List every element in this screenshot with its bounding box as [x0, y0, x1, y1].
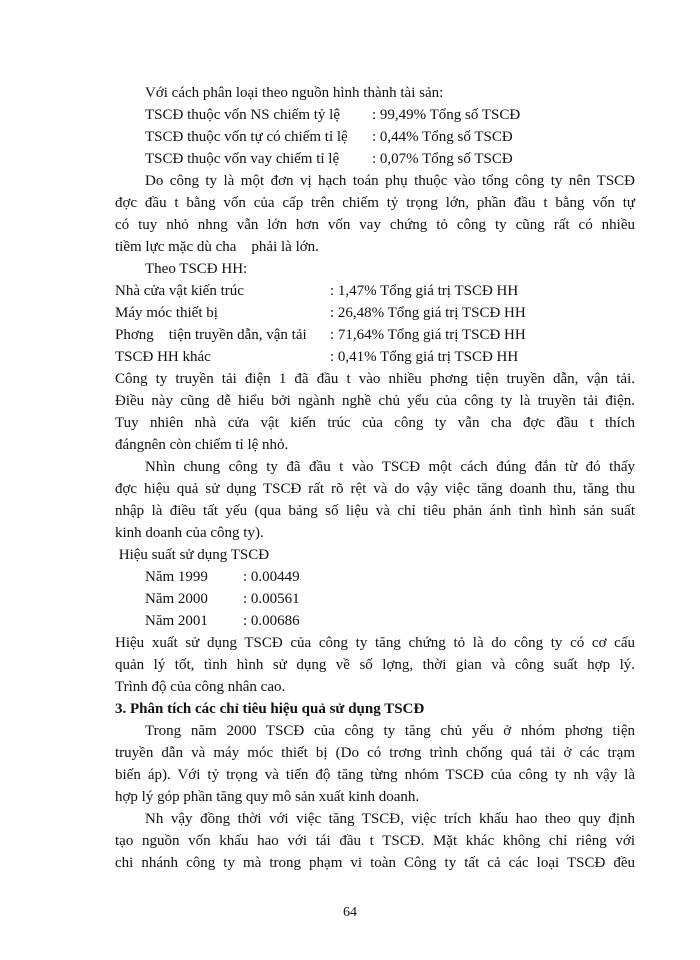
page-number: 64 — [343, 905, 357, 920]
source-row-value: : 99,49% Tổng số TSCĐ — [372, 107, 521, 123]
paragraph-line: Nhìn chung công ty đã đầu t vào TSCĐ một cách đúng đắn từ đó thấy — [145, 459, 635, 475]
paragraph-line: biến áp). Với tỷ trọng và tiến độ tăng từng nhóm TSCĐ của công ty nh vậy là — [115, 767, 635, 783]
hh-row-value: : 0,41% Tổng giá trị TSCĐ HH — [330, 349, 519, 365]
source-row-label: TSCĐ thuộc vốn vay chiếm tỉ lệ — [145, 151, 340, 167]
hh-intro: Theo TSCĐ HH: — [145, 261, 248, 277]
paragraph-line: Nh vậy đồng thời với việc tăng TSCĐ, việc trích khấu hao theo quy định — [145, 811, 635, 827]
efficiency-year: Năm 2001 — [145, 613, 208, 629]
paragraph-line: có tuy nhỏ nhng vẫn lớn hơn vốn vay chứng tỏ công ty cũng rất có nhiều — [115, 217, 635, 233]
efficiency-value: : 0.00686 — [243, 613, 300, 629]
source-row-value: : 0,07% Tổng số TSCĐ — [372, 151, 513, 167]
paragraph-line: chi nhánh công ty mà trong phạm vi toàn Công ty tất cả các loại TSCĐ đều — [115, 855, 635, 871]
source-intro: Với cách phân loại theo nguồn hình thành tài sản: — [145, 85, 444, 101]
efficiency-value: : 0.00449 — [243, 569, 300, 585]
efficiency-title: Hiệu suất sử dụng TSCĐ — [115, 547, 270, 563]
paragraph-line: tạo nguồn vốn khấu hao với tái đầu t TSCĐ. Mặt khác không chỉ riêng với — [115, 833, 635, 849]
paragraph-line: tiềm lực mặc dù cha phải là lớn. — [115, 239, 319, 255]
hh-row-label: TSCĐ HH khác — [115, 349, 211, 365]
paragraph-line: đợc đầu t bằng vốn của cấp trên chiếm tỷ trọng lớn, phần đầu t bằng vốn tự — [115, 195, 635, 211]
hh-row-label: Phơng tiện truyền dẫn, vận tải — [115, 327, 307, 343]
paragraph-line: Điều này cũng dễ hiểu bởi ngành nghề chủ yếu của công ty là truyền tải điện. — [115, 393, 635, 409]
source-row-value: : 0,44% Tổng số TSCĐ — [372, 129, 513, 145]
paragraph-line: hợp lý góp phần tăng quy mô sản xuất kinh doanh. — [115, 789, 420, 805]
efficiency-year: Năm 1999 — [145, 569, 208, 585]
paragraph-line: truyền dẫn và máy móc thiết bị (Do có trơng trình chống quá tải ở các trạm — [115, 745, 635, 761]
hh-row-value: : 71,64% Tổng giá trị TSCĐ HH — [330, 327, 526, 343]
hh-row-label: Nhà cửa vật kiến trúc — [115, 283, 244, 299]
paragraph-line: đángnên còn chiếm tỉ lệ nhỏ. — [115, 437, 289, 453]
paragraph-line: Tuy nhiên nhà cửa vật kiến trúc của công ty vẫn cha đợc đầu t thích — [115, 415, 635, 431]
efficiency-year: Năm 2000 — [145, 591, 208, 607]
paragraph-line: kinh doanh của công ty). — [115, 525, 264, 541]
hh-row-value: : 1,47% Tổng giá trị TSCĐ HH — [330, 283, 519, 299]
source-row-label: TSCĐ thuộc vốn tự có chiếm tỉ lệ — [145, 129, 348, 145]
efficiency-value: : 0.00561 — [243, 591, 300, 607]
paragraph-line: nhập là điều tất yếu (qua bảng số liệu và chỉ tiêu phản ánh tình hình sản suất — [115, 503, 635, 519]
paragraph-line: Do công ty là một đơn vị hạch toán phụ thuộc vào tổng công ty nên TSCĐ — [145, 173, 635, 189]
hh-row-label: Máy móc thiết bị — [115, 305, 218, 321]
paragraph-line: Công ty truyền tải điện 1 đã đầu t vào nhiều phơng tiện truyền dẫn, vận tải. — [115, 371, 635, 387]
paragraph-line: Trong năm 2000 TSCĐ của công ty tăng chủ yếu ở nhóm phơng tiện — [145, 723, 635, 739]
source-row-label: TSCĐ thuộc vốn NS chiếm tỷ lệ — [145, 107, 340, 123]
paragraph-line: Trình độ của công nhân cao. — [115, 679, 286, 695]
hh-row-value: : 26,48% Tổng giá trị TSCĐ HH — [330, 305, 526, 321]
paragraph-line: quản lý tốt, tình hình sử dụng về số lợng, thời gian và công suất hợp lý. — [115, 657, 635, 673]
section-heading: 3. Phân tích các chỉ tiêu hiệu quả sử dụng TSCĐ — [115, 701, 425, 717]
paragraph-line: đợc hiệu quả sử dụng TSCĐ rất rõ rệt và do vậy việc tăng doanh thu, tăng thu — [115, 481, 635, 497]
paragraph-line: Hiệu xuất sử dụng TSCĐ của công ty tăng chứng tỏ là do công ty có cơ cấu — [115, 635, 635, 651]
